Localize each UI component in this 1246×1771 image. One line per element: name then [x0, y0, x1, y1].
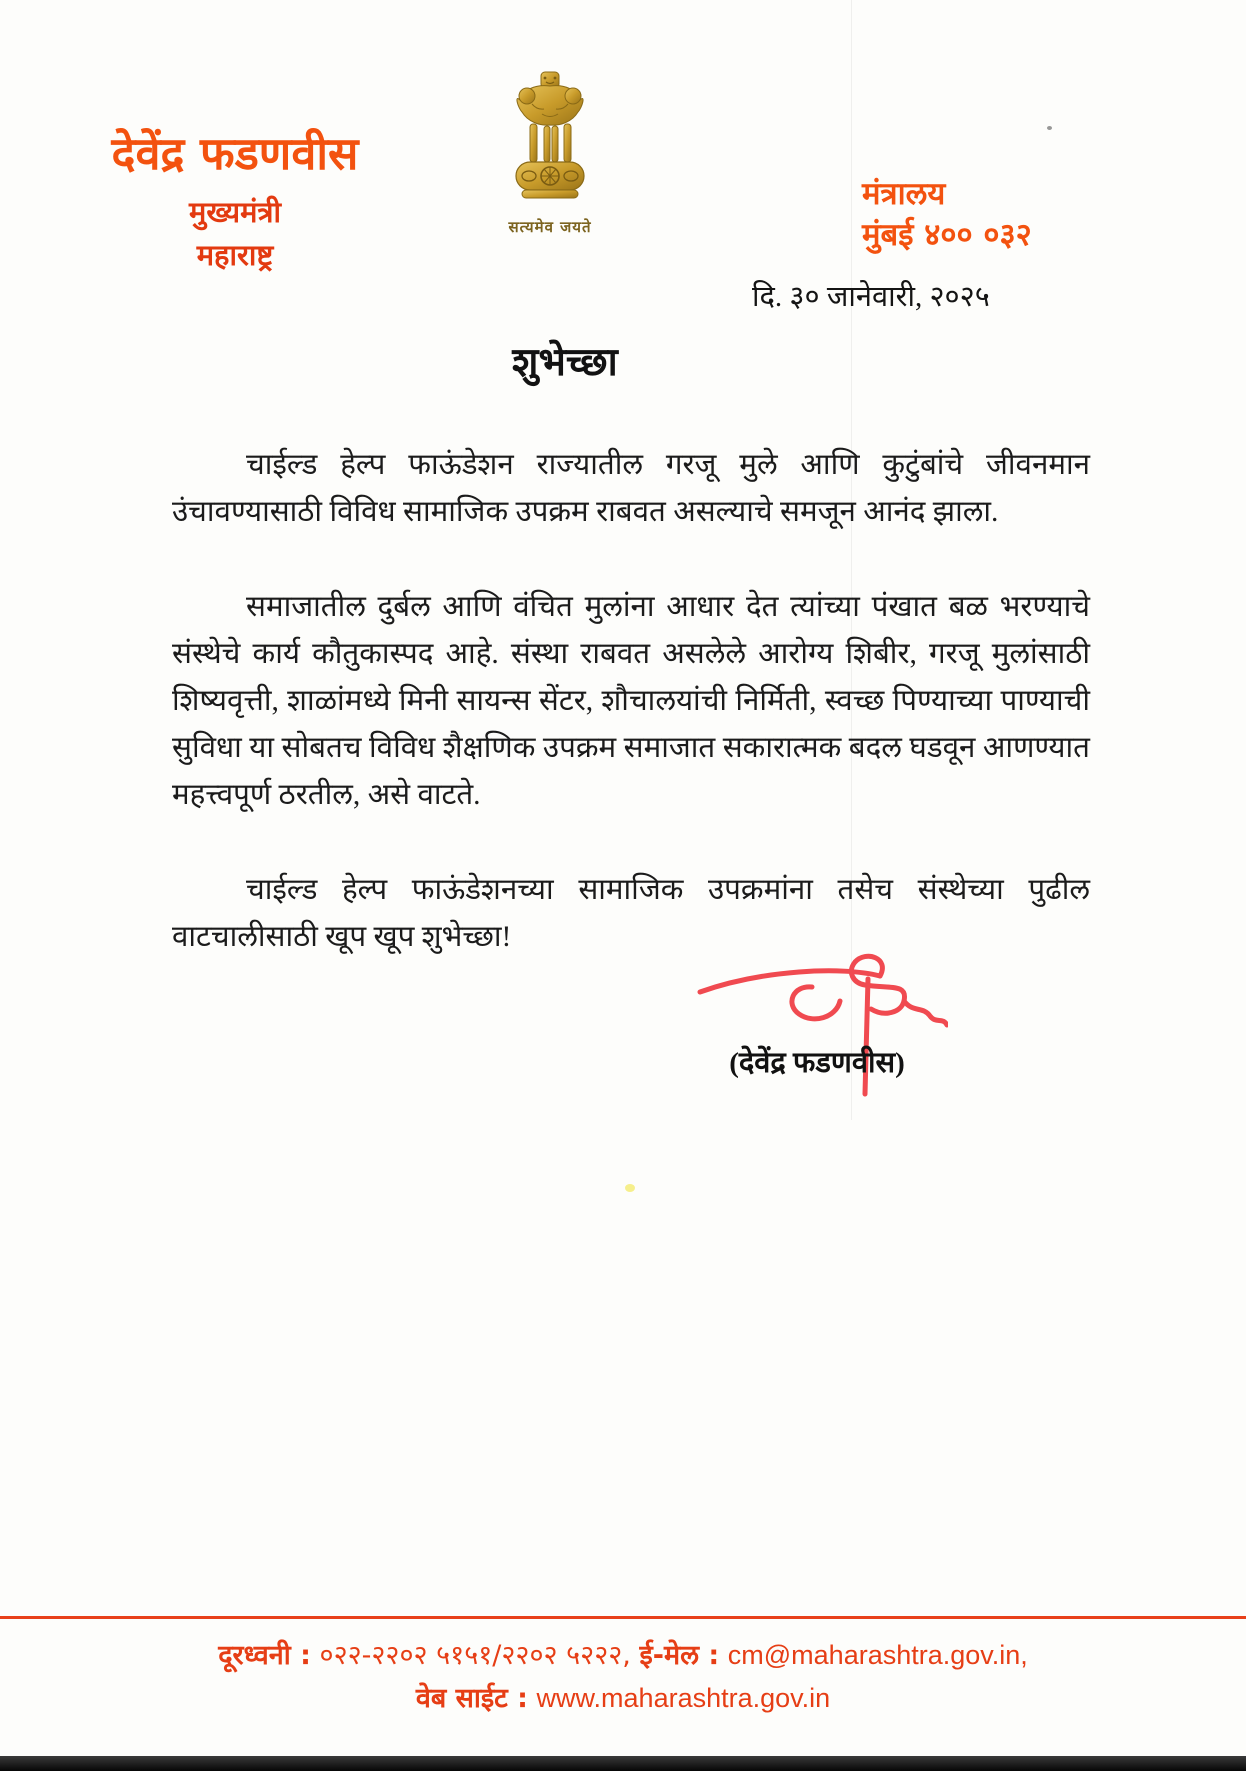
- footer: [0, 1634, 1246, 1720]
- letterhead-address-block: [862, 176, 1032, 254]
- cm-name: देवेंद्र फडणवीस: [111, 127, 359, 180]
- footer-website-line: [0, 1677, 1246, 1720]
- phone-numbers: ०२२-२२०२ ५१५१/२२०२ ५२२२,: [319, 1640, 631, 1671]
- ashoka-emblem-icon: [500, 70, 600, 208]
- yellow-speck: [625, 1184, 635, 1192]
- paragraph-2: समाजातील दुर्बल आणि वंचित मुलांना आधार देत त्यांच्या पंखात बळ भरण्याचे संस्थेचे कार्य कौतुकास्पद आहे. संस्था राबवत असलेले आरोग्य शिबीर, गरजू मुलांसाठी शिष्यवृत्ती, शाळांमध्ये मिनी सायन्स सेंटर, शौचालयांची निर्मिती, स्वच्छ पिण्याच्या पाण्याची सुविधा या सोबतच विविध शैक्षणिक उपक्रम समाजात सकारात्मक बदल घडवून आणण्यात महत्त्वपूर्ण ठरतील, असे वाटते.: [172, 591, 1090, 811]
- email-address: cm@maharashtra.gov.in,: [727, 1640, 1028, 1670]
- scan-edge-band: [0, 1756, 1246, 1771]
- signatory-name: (देवेंद्र फडणवीस): [729, 1047, 905, 1079]
- cm-designation: मुख्यमंत्री: [189, 194, 281, 229]
- phone-label: दूरध्वनी :: [218, 1640, 311, 1671]
- emblem-motto: सत्यमेव जयते: [508, 218, 592, 236]
- footer-contact-line: [0, 1634, 1246, 1677]
- dark-speck: [1047, 126, 1052, 130]
- letter-body: [172, 442, 1090, 1009]
- website-address: www.maharashtra.gov.in: [536, 1683, 831, 1713]
- paragraph-1: चाईल्ड हेल्प फाऊंडेशन राज्यातील गरजू मुले आणि कुटुंबांचे जीवनमान उंचावण्यासाठी विविध सामाजिक उपक्रम राबवत असल्याचे समजून आनंद झाला.: [172, 449, 1090, 528]
- paragraph-3: चाईल्ड हेल्प फाऊंडेशनच्या सामाजिक उपक्रमांना तसेच संस्थेच्या पुढील वाटचालीसाठी खूप खूप शुभेच्छा!: [172, 874, 1090, 953]
- website-label: वेब साईट :: [415, 1683, 528, 1714]
- city-pin: मुंबई ४०० ०३२: [862, 217, 1032, 254]
- letter-subject: शुभेच्छा: [512, 341, 618, 384]
- email-label: ई-मेल :: [639, 1640, 720, 1671]
- letter-date: दि. ३० जानेवारी, २०२५: [752, 281, 990, 313]
- footer-divider: [0, 1616, 1246, 1619]
- cm-state: महाराष्ट्र: [196, 237, 274, 272]
- office-name: मंत्रालय: [862, 176, 946, 212]
- national-emblem-block: [492, 70, 608, 237]
- letterhead-name-block: [70, 128, 400, 274]
